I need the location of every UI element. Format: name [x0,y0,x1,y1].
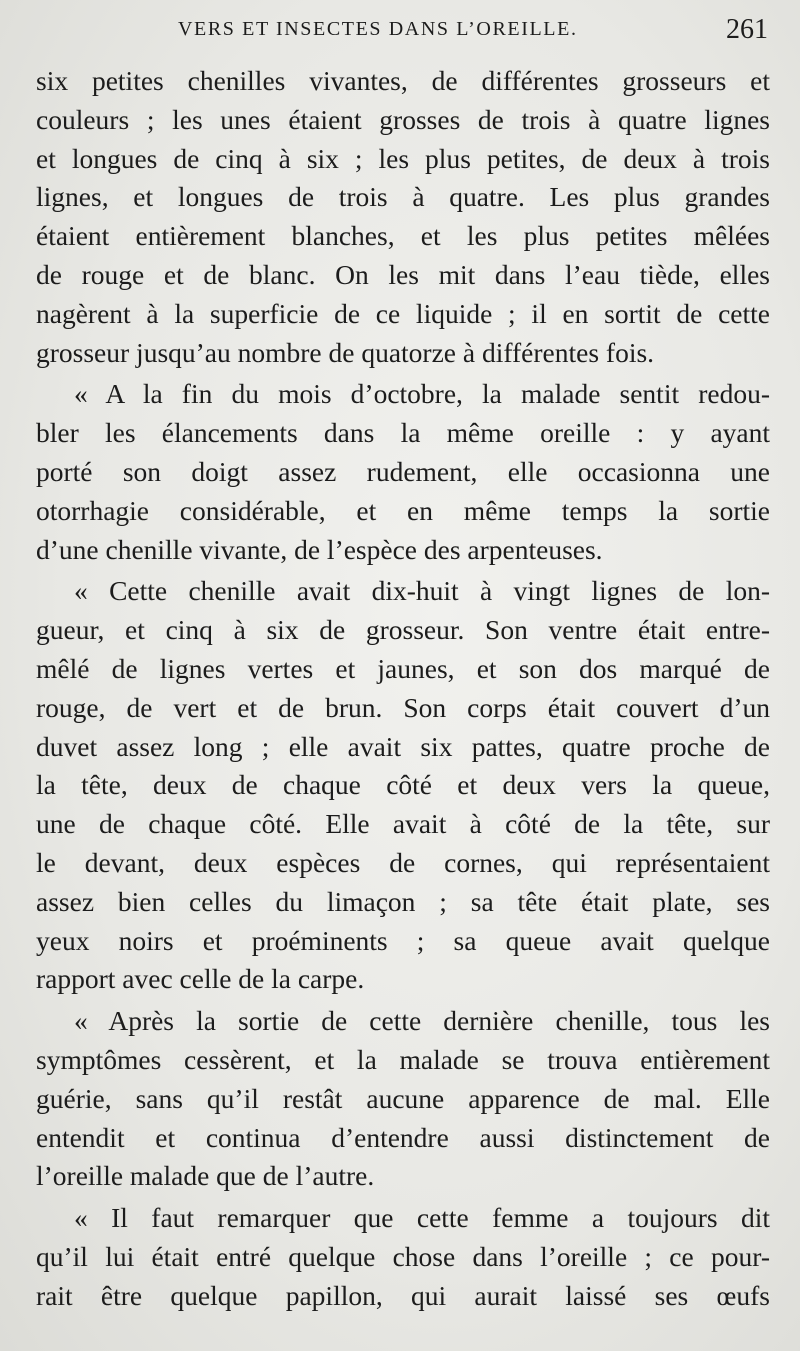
text-line: mêlé de lignes vertes et jaunes, et son dos marqué de [36,652,770,684]
text-line: yeux noirs et proéminents ; sa queue avait quelque [36,924,770,956]
body-text [36,62,770,1316]
text-line: grosseur jusqu’au nombre de quatorze à différentes fois. [36,336,655,368]
text-line: entendit et continua d’entendre aussi distinctement de [36,1121,770,1153]
paragraph-chenille [36,572,770,999]
text-line: « A la fin du mois d’octobre, la malade sentit redou- [74,378,770,410]
text-line: rouge, de vert et de brun. Son corps était couvert d’un [36,691,770,723]
text-line: assez bien celles du limaçon ; sa tête était plate, ses [36,885,770,917]
text-line: lignes, et longues de trois à quatre. Les plus grandes [36,181,770,213]
text-line: gueur, et cinq à six de grosseur. Son ventre était entre- [36,614,770,646]
running-head: VERS ET INSECTES DANS L’OREILLE. [178,18,578,40]
text-line: six petites chenilles vivantes, de différentes grosseurs et [36,65,770,96]
text-line: otorrhagie considérable, et en même temps la sortie [36,494,770,526]
text-line: couleurs ; les unes étaient grosses de trois à quatre lignes [36,103,770,135]
text-line: de rouge et de blanc. On les mit dans l’eau tiède, elles [36,258,770,290]
text-line: « Cette chenille avait dix-huit à vingt lignes de lon- [74,575,770,607]
text-line: d’une chenille vivante, de l’espèce des arpenteuses. [36,533,603,565]
text-line: la tête, deux de chaque côté et deux vers la queue, [36,769,770,801]
text-line: symptômes cessèrent, et la malade se trouva entièrement [36,1043,770,1075]
text-line: et longues de cinq à six ; les plus petites, de deux à trois [36,142,770,174]
text-line: rapport avec celle de la carpe. [36,963,365,995]
text-line: qu’il lui était entré quelque chose dans l’oreille ; ce pour- [36,1240,770,1272]
text-line: « Après la sortie de cette dernière chenille, tous les [74,1005,770,1037]
paragraph-octobre [36,375,770,569]
paragraph-guerison [36,1002,770,1196]
text-line: « Il faut remarquer que cette femme a toujours dit [74,1202,770,1234]
text-line: l’oreille malade que de l’autre. [36,1160,375,1192]
text-line: une de chaque côté. Elle avait à côté de la tête, sur [36,808,770,840]
paragraph-remarque [36,1199,770,1315]
text-line: nagèrent à la superficie de ce liquide ; il en sortit de cette [36,297,770,329]
page-number: 261 [726,14,768,45]
text-line: étaient entièrement blanches, et les plus petites mêlées [36,220,770,252]
text-line: guérie, sans qu’il restât aucune apparence de mal. Elle [36,1082,770,1114]
paragraph-continuation [36,62,770,372]
page-header [178,14,770,50]
text-line: bler les élancements dans la même oreille : y ayant [36,417,770,449]
text-line: porté son doigt assez rudement, elle occasionna une [36,455,770,487]
text-line: le devant, deux espèces de cornes, qui représentaient [36,846,770,878]
text-line: duvet assez long ; elle avait six pattes, quatre proche de [36,730,770,762]
text-line: rait être quelque papillon, qui aurait laissé ses œufs [36,1279,770,1311]
